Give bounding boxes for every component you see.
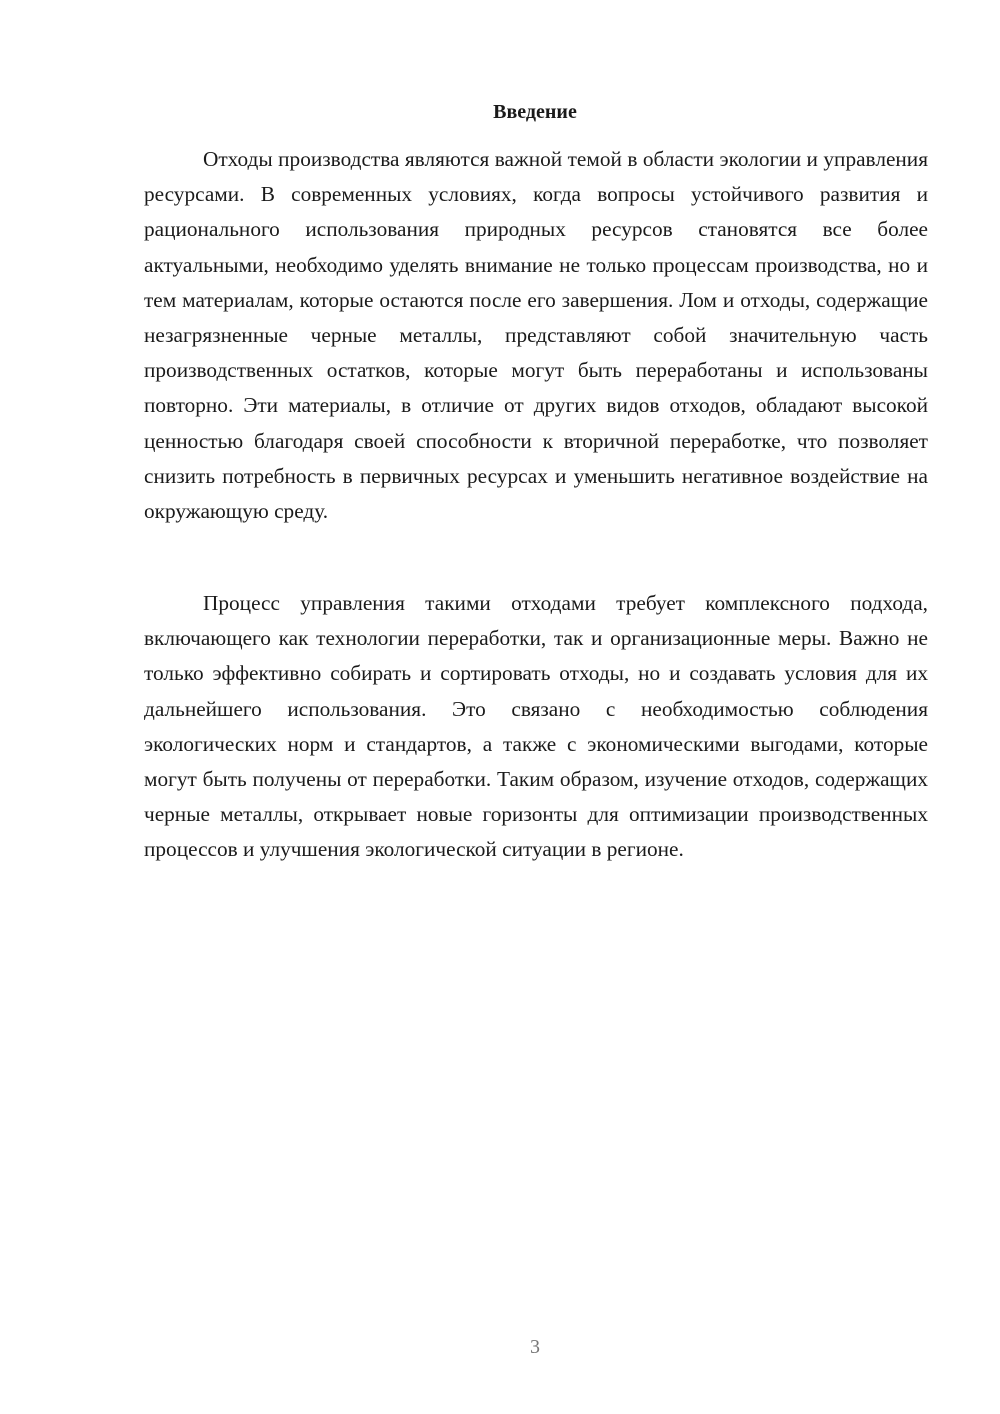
paragraph-1: Отходы производства являются важной темой в области экологии и управления ресурсами. В современных условиях, когда вопросы устойчивого развития и рационального использования природных ресурсов становятся все более актуальными, необходимо уделять внимание не только процессам производства, но и тем материалам, которые остаются после его завершения. Лом и отходы, содержащие незагрязненные черные металлы, представляют собой значительную часть производственных остатков, которые могут быть переработаны и использованы повторно. Эти материалы, в отличие от других видов отходов, обладают высокой ценностью благодаря своей способности к вторичной переработке, что позволяет снизить потребность в первичных ресурсах и уменьшить негативное воздействие на окружающую среду. — [144, 147, 928, 524]
section-heading: Введение — [493, 101, 577, 123]
page-number: 3 — [530, 1336, 540, 1358]
paragraph-2: Процесс управления такими отходами требует комплексного подхода, включающего как технологии переработки, так и организационные меры. Важно не только эффективно собирать и сортировать отходы, но и создавать условия для их дальнейшего использования. Это связано с необходимостью соблюдения экологических норм и стандартов, а также с экономическими выгодами, которые могут быть получены от переработки. Таким образом, изучение отходов, содержащих черные металлы, открывает новые горизонты для оптимизации производственных процессов и улучшения экологической ситуации в регионе. — [144, 591, 928, 862]
